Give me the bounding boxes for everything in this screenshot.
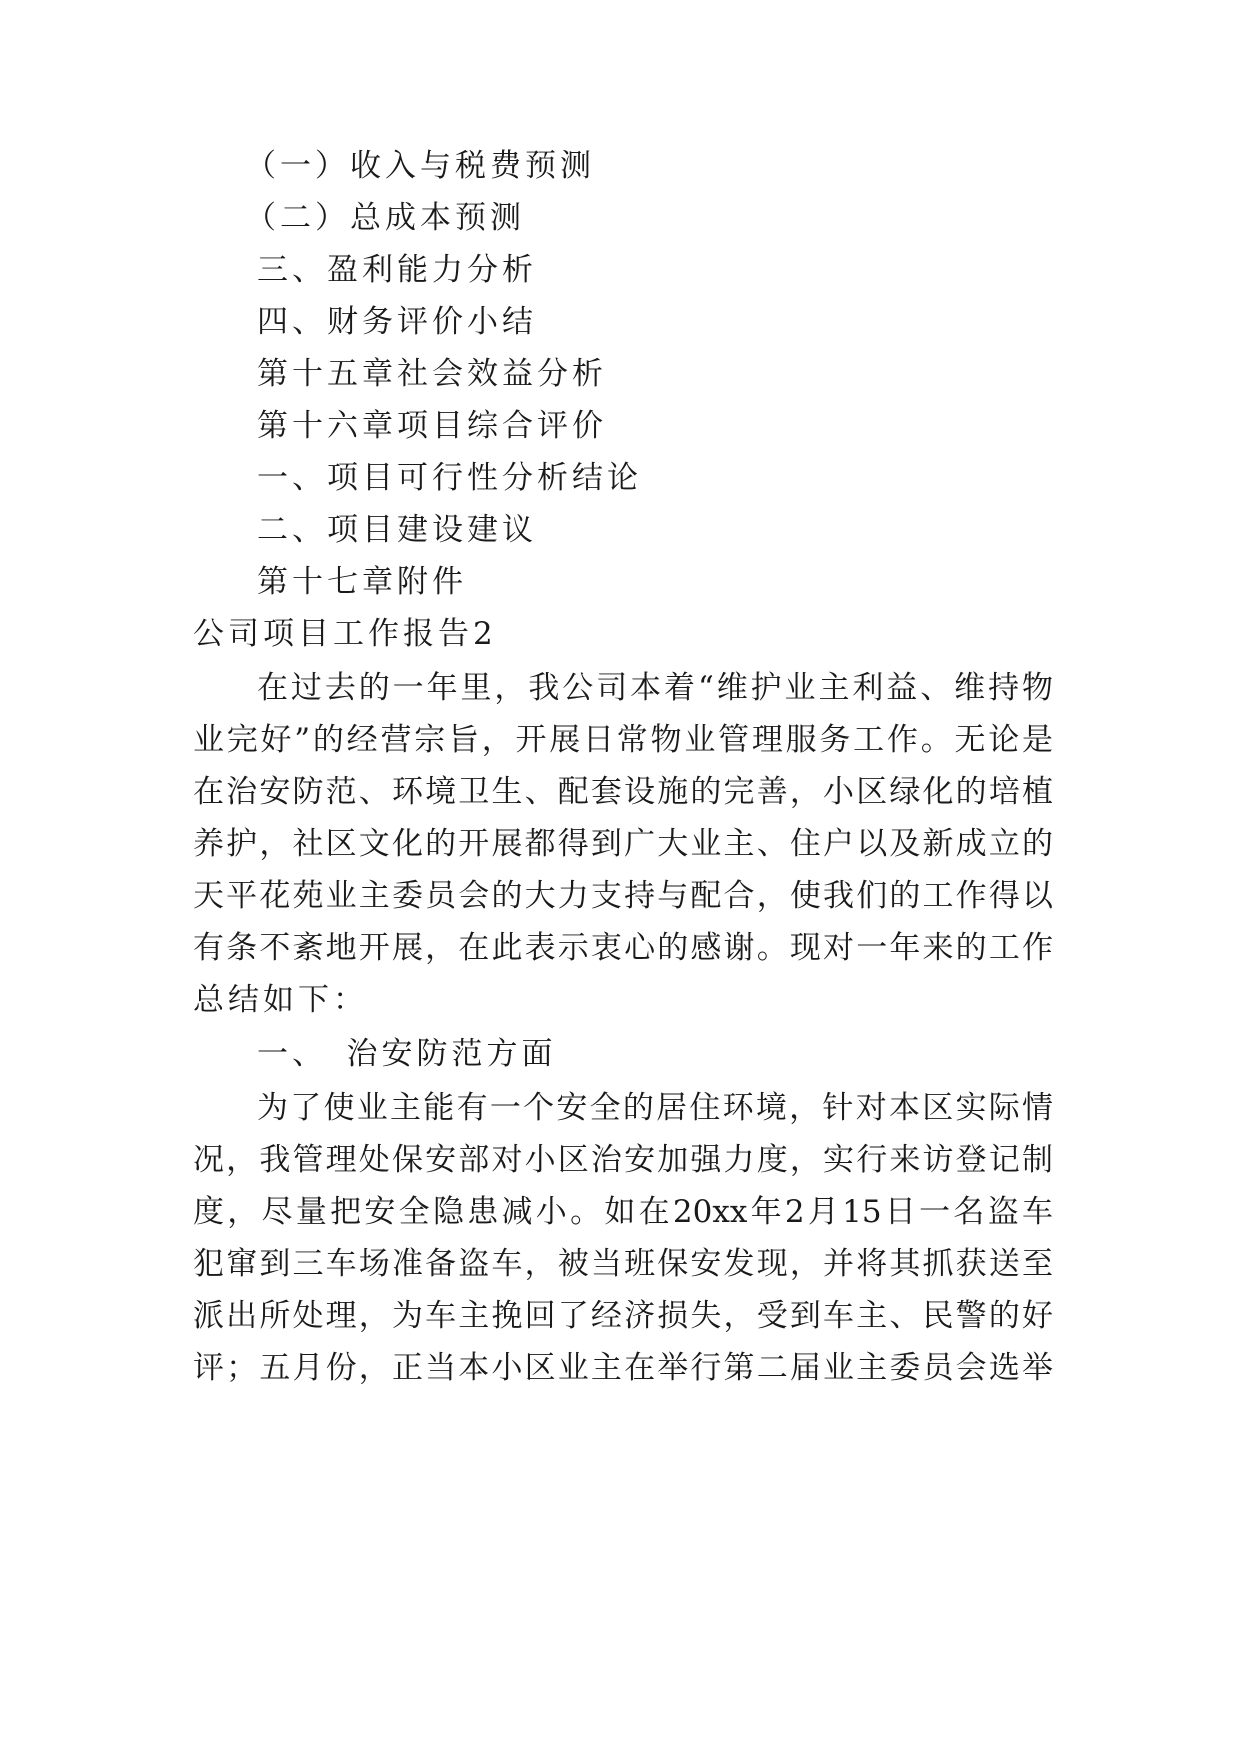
paragraph-line: 总结如下： xyxy=(193,982,368,1018)
paragraph-line: 派出所处理，为车主挽回了经济损失，受到车主、民警的好 xyxy=(193,1298,1053,1334)
toc-item-revenue-tax-forecast: （一）收入与税费预测 xyxy=(245,148,595,184)
toc-item-profitability-analysis: 三、盈利能力分析 xyxy=(257,252,537,288)
paragraph-line: 评；五月份，正当本小区业主在举行第二届业主委员会选举 xyxy=(193,1350,1053,1386)
paragraph-line: 犯窜到三车场准备盗车，被当班保安发现，并将其抓获送至 xyxy=(193,1246,1053,1282)
toc-item-feasibility-conclusion: 一、项目可行性分析结论 xyxy=(257,460,642,496)
paragraph-line: 况，我管理处保安部对小区治安加强力度，实行来访登记制 xyxy=(193,1142,1053,1178)
section-heading: 一、 治安防范方面 xyxy=(257,1036,557,1072)
paragraph-line: 养护，社区文化的开展都得到广大业主、住户以及新成立的 xyxy=(193,826,1053,862)
toc-item-chapter-17: 第十七章附件 xyxy=(257,564,467,600)
paragraph-line: 在治安防范、环境卫生、配套设施的完善，小区绿化的培植 xyxy=(193,774,1053,810)
paragraph-line: 度，尽量把安全隐患减小。如在20xx年2月15日一名盗车 xyxy=(193,1194,1053,1230)
paragraph-line: 在过去的一年里，我公司本着“维护业主利益、维持物 xyxy=(257,670,1053,706)
toc-item-chapter-16: 第十六章项目综合评价 xyxy=(257,408,607,444)
paragraph-line: 天平花苑业主委员会的大力支持与配合，使我们的工作得以 xyxy=(193,878,1053,914)
paragraph-line: 为了使业主能有一个安全的居住环境，针对本区实际情 xyxy=(257,1090,1053,1126)
toc-item-construction-suggestion: 二、项目建设建议 xyxy=(257,512,537,548)
toc-item-financial-summary: 四、财务评价小结 xyxy=(257,304,537,340)
report-title: 公司项目工作报告2 xyxy=(193,616,497,652)
paragraph-line: 有条不紊地开展，在此表示衷心的感谢。现对一年来的工作 xyxy=(193,930,1053,966)
paragraph-line: 业完好”的经营宗旨，开展日常物业管理服务工作。无论是 xyxy=(193,722,1053,758)
toc-item-total-cost-forecast: （二）总成本预测 xyxy=(245,200,525,236)
toc-item-chapter-15: 第十五章社会效益分析 xyxy=(257,356,607,392)
